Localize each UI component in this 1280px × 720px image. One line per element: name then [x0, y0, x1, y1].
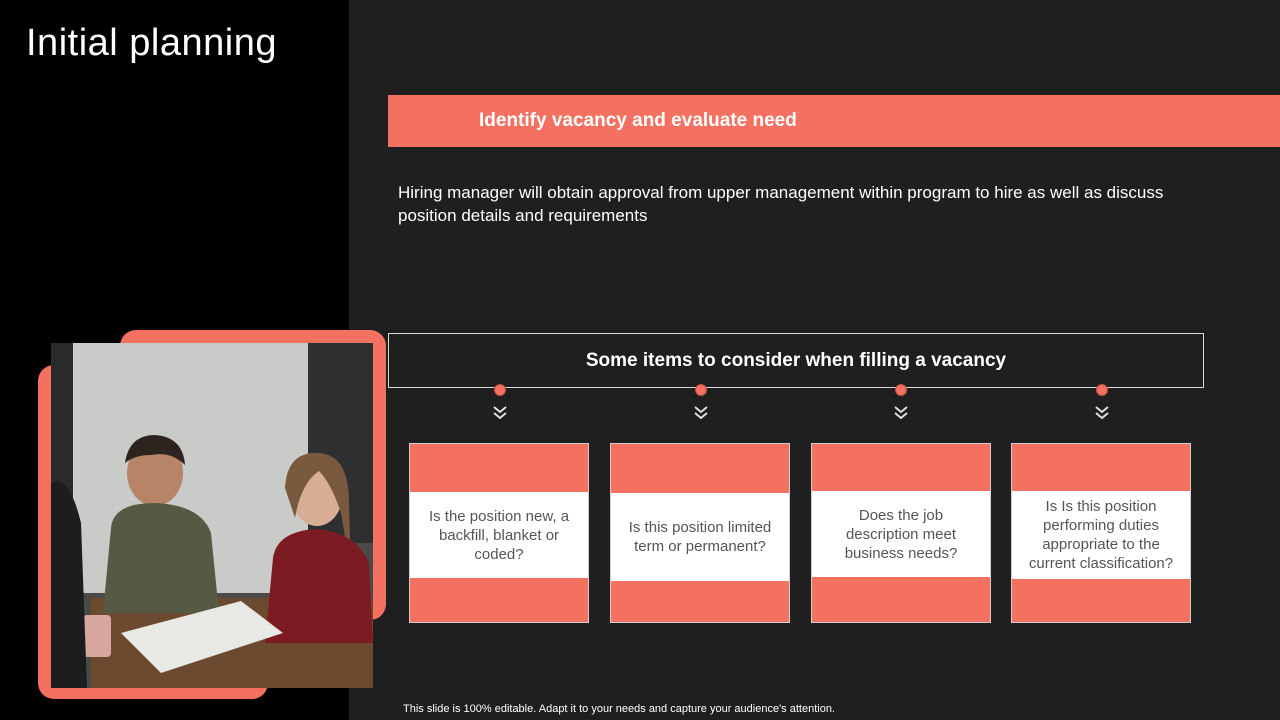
consider-heading: Some items to consider when filling a vacancy: [585, 349, 1007, 371]
banner: [388, 95, 1280, 147]
footer-note: This slide is 100% editable. Adapt it to your needs and capture your audience's attention.: [403, 703, 835, 715]
double-chevron-down-icon: [892, 405, 910, 421]
card-body: [812, 491, 990, 577]
meeting-photo-illustration: [51, 343, 373, 688]
card-text: Is this position limited term or permanent?: [628, 519, 772, 555]
consider-header-box: [388, 333, 1204, 388]
double-chevron-down-icon: [491, 405, 509, 421]
consider-card: [1011, 443, 1191, 623]
description-text: Hiring manager will obtain approval from upper management within program to hire as well as discuss position details and requirements: [398, 183, 1164, 225]
double-chevron-down-icon: [692, 405, 710, 421]
consider-card: [610, 443, 790, 623]
slide-title: Initial planning: [26, 22, 277, 64]
circle-dot-icon: [895, 384, 907, 396]
card-body: [1012, 491, 1190, 579]
card-text: Does the job description meet business needs?: [844, 506, 958, 562]
card-body: [611, 493, 789, 581]
consider-card: [409, 443, 589, 623]
double-chevron-down-icon: [1093, 405, 1111, 421]
banner-heading: Identify vacancy and evaluate need: [479, 110, 797, 131]
consider-card: [811, 443, 991, 623]
card-text: Is Is this position performing duties appropriate to the current classification?: [1028, 498, 1174, 572]
meeting-photo: [51, 343, 373, 688]
circle-dot-icon: [494, 384, 506, 396]
card-text: Is the position new, a backfill, blanket or coded?: [428, 507, 570, 563]
card-body: [410, 492, 588, 578]
circle-dot-icon: [1096, 384, 1108, 396]
circle-dot-icon: [695, 384, 707, 396]
